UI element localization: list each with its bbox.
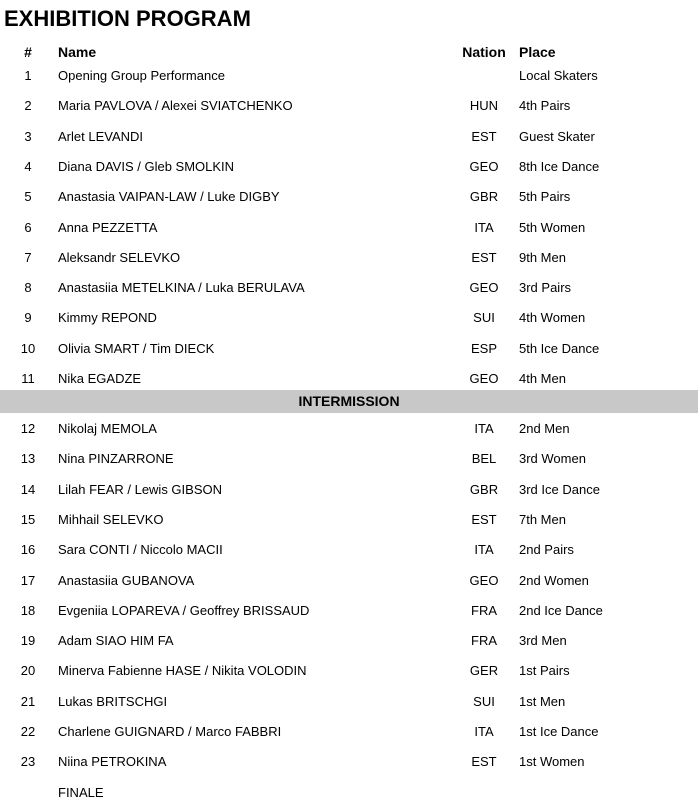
header-name: Name <box>58 44 97 60</box>
program-row <box>0 249 698 267</box>
nation-code: HUN <box>469 98 499 114</box>
nation-code: FRA <box>471 633 497 649</box>
placement: 9th Men <box>519 249 566 265</box>
performer-name: Aleksandr SELEVKO <box>58 249 181 265</box>
row-number: 20 <box>20 663 36 679</box>
placement: 3rd Ice Dance <box>519 481 600 497</box>
row-number: 8 <box>24 280 32 296</box>
performer-name: Sara CONTI / Niccolo MACII <box>58 542 223 558</box>
performer-name: Arlet LEVANDI <box>58 128 144 144</box>
performer-name: Charlene GUIGNARD / Marco FABBRI <box>58 724 282 739</box>
program-row <box>0 67 698 85</box>
placement: 7th Men <box>519 511 566 527</box>
placement: 5th Women <box>519 219 586 235</box>
placement: 4th Men <box>519 371 566 386</box>
nation-code: GBR <box>469 481 499 497</box>
row-number: 4 <box>24 158 32 174</box>
placement: 1st Pairs <box>519 663 570 679</box>
performer-name: Anastasiia METELKINA / Luka BERULAVA <box>58 280 305 296</box>
performer-name: Minerva Fabienne HASE / Nikita VOLODIN <box>58 663 307 679</box>
program-row <box>0 309 698 327</box>
placement: Guest Skater <box>519 128 595 144</box>
placement: 2nd Men <box>519 421 570 436</box>
header-num: # <box>24 44 32 60</box>
performer-name: Olivia SMART / Tim DIECK <box>58 340 215 356</box>
row-number: 11 <box>21 371 35 386</box>
nation-code: GER <box>469 663 499 679</box>
program-row <box>0 420 698 438</box>
performer-name: Evgeniia LOPAREVA / Geoffrey BRISSAUD <box>58 602 310 618</box>
page-title: EXHIBITION PROGRAM <box>4 6 251 31</box>
row-number: 14 <box>20 481 36 497</box>
row-number: 1 <box>24 68 32 83</box>
header-nation: Nation <box>462 44 506 60</box>
nation-code: EST <box>471 511 497 527</box>
row-number: 13 <box>20 451 36 467</box>
performer-name: Opening Group Performance <box>58 68 225 83</box>
row-number: 2 <box>24 98 32 114</box>
row-number: 10 <box>20 340 36 356</box>
intermission-bar: INTERMISSION <box>0 390 698 413</box>
performer-name: Mihhail SELEVKO <box>58 511 164 527</box>
row-number: 6 <box>24 219 32 235</box>
row-number: 3 <box>24 128 32 144</box>
performer-name: Lilah FEAR / Lewis GIBSON <box>58 481 222 497</box>
program-row <box>0 279 698 297</box>
performer-name: Anastasiia GUBANOVA <box>58 572 195 588</box>
placement: 2nd Women <box>519 572 589 588</box>
nation-code: GEO <box>469 371 499 386</box>
program-row <box>0 753 698 771</box>
program-row <box>0 370 698 388</box>
nation-code: ITA <box>474 219 494 235</box>
nation-code: EST <box>471 128 497 144</box>
nation-code: EST <box>471 754 497 770</box>
nation-code: ITA <box>474 421 494 436</box>
performer-name: Maria PAVLOVA / Alexei SVIATCHENKO <box>58 98 293 114</box>
placement: 8th Ice Dance <box>519 158 600 174</box>
row-number: 17 <box>20 572 36 588</box>
program-row <box>0 541 698 559</box>
row-number: 12 <box>20 421 36 436</box>
program-row <box>0 481 698 499</box>
nation-code: GEO <box>469 158 499 174</box>
program-row <box>0 511 698 529</box>
program-row <box>0 219 698 237</box>
row-number: 9 <box>24 310 32 326</box>
header-place: Place <box>519 44 556 60</box>
nation-code: SUI <box>473 693 495 709</box>
nation-code: GEO <box>469 280 499 296</box>
placement: Local Skaters <box>519 68 598 83</box>
program-row <box>0 572 698 590</box>
program-row <box>0 784 698 802</box>
row-number: 7 <box>24 249 32 265</box>
nation-code: GEO <box>469 572 499 588</box>
nation-code: ITA <box>474 542 494 558</box>
program-row <box>0 662 698 680</box>
placement: 3rd Pairs <box>519 280 572 296</box>
program-row <box>0 723 698 741</box>
placement: 1st Ice Dance <box>519 724 599 739</box>
performer-name: Niina PETROKINA <box>58 754 167 770</box>
performer-name: Nina PINZARRONE <box>58 451 174 467</box>
placement: 3rd Men <box>519 633 567 649</box>
program-row <box>0 450 698 468</box>
placement: 4th Women <box>519 310 586 326</box>
program-row <box>0 632 698 650</box>
performer-name: Anastasia VAIPAN-LAW / Luke DIGBY <box>58 189 280 205</box>
performer-name: Diana DAVIS / Gleb SMOLKIN <box>58 158 235 174</box>
row-number: 18 <box>20 602 36 618</box>
nation-code: ITA <box>474 724 494 739</box>
program-row <box>0 340 698 358</box>
performer-name: Lukas BRITSCHGI <box>58 693 168 709</box>
nation-code: EST <box>471 249 497 265</box>
performer-name: Adam SIAO HIM FA <box>58 633 174 649</box>
performer-name: Anna PEZZETTA <box>58 219 158 235</box>
nation-code: SUI <box>473 310 495 326</box>
row-number: 5 <box>24 189 32 205</box>
placement: 2nd Pairs <box>519 542 574 558</box>
placement: 4th Pairs <box>519 98 571 114</box>
placement: 2nd Ice Dance <box>519 602 603 618</box>
row-number: 23 <box>20 754 36 770</box>
performer-name: Nika EGADZE <box>58 371 142 386</box>
program-row <box>0 602 698 620</box>
row-number: 19 <box>20 633 36 649</box>
program-row <box>0 158 698 176</box>
nation-code: FRA <box>471 602 497 618</box>
row-number: 21 <box>20 693 36 709</box>
program-row <box>0 128 698 146</box>
nation-code: BEL <box>471 451 497 467</box>
nation-code: GBR <box>469 189 499 205</box>
placement: 5th Pairs <box>519 189 571 205</box>
performer-name: Nikolaj MEMOLA <box>58 421 157 436</box>
performer-name: Kimmy REPOND <box>58 310 157 326</box>
placement: 5th Ice Dance <box>519 340 600 356</box>
performer-name: FINALE <box>58 784 104 800</box>
row-number: 16 <box>20 542 36 558</box>
placement: 1st Women <box>519 754 585 770</box>
program-row <box>0 693 698 711</box>
row-number: 22 <box>20 724 36 739</box>
placement: 1st Men <box>519 693 566 709</box>
program-row <box>0 188 698 206</box>
row-number: 15 <box>20 511 36 527</box>
nation-code: ESP <box>470 340 497 356</box>
program-row <box>0 97 698 115</box>
placement: 3rd Women <box>519 451 586 467</box>
